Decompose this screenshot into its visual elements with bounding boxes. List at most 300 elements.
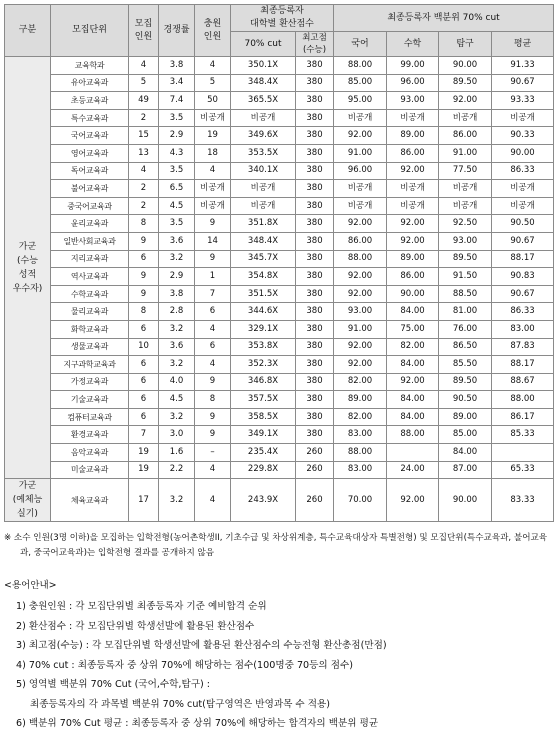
table-row <box>5 180 554 198</box>
average-cell: 90.50 <box>492 215 554 233</box>
competition-cell: 3.0 <box>159 426 195 444</box>
filled-cell: 9 <box>195 373 231 391</box>
competition-cell: 4.5 <box>159 197 195 215</box>
math-cell: 89.00 <box>387 127 439 145</box>
unit-cell: 특수교육과 <box>51 109 129 127</box>
explore-cell: 86.50 <box>439 338 492 356</box>
cut70-cell: 349.1X <box>231 426 296 444</box>
unit-cell: 역사교육과 <box>51 268 129 286</box>
unit-cell: 중국어교육과 <box>51 197 129 215</box>
quota-cell: 6 <box>129 320 159 338</box>
math-cell: 84.00 <box>387 391 439 409</box>
korean-cell: 92.00 <box>334 215 387 233</box>
unit-cell: 체육교육과 <box>51 479 129 522</box>
table-row <box>5 461 554 479</box>
cut70-cell: 353.8X <box>231 338 296 356</box>
quota-cell: 6 <box>129 356 159 374</box>
competition-cell: 7.4 <box>159 92 195 110</box>
quota-cell: 8 <box>129 303 159 321</box>
admissions-result-document <box>4 4 553 734</box>
average-cell: 비공개 <box>492 109 554 127</box>
math-cell <box>387 444 439 462</box>
korean-cell: 비공개 <box>334 180 387 198</box>
guide-title: <용어안내> <box>4 580 57 592</box>
guide-item <box>16 656 553 676</box>
quota-cell: 2 <box>129 197 159 215</box>
cut70-cell: 350.1X <box>231 57 296 75</box>
cut70-cell: 351.5X <box>231 285 296 303</box>
average-cell: 88.17 <box>492 356 554 374</box>
filled-cell: 18 <box>195 144 231 162</box>
quota-cell: 8 <box>129 215 159 233</box>
explore-cell: 84.00 <box>439 444 492 462</box>
average-cell: 88.67 <box>492 373 554 391</box>
korean-cell: 83.00 <box>334 426 387 444</box>
filled-cell: 19 <box>195 127 231 145</box>
math-cell: 92.00 <box>387 479 439 522</box>
table-row <box>5 57 554 75</box>
math-cell: 96.00 <box>387 74 439 92</box>
guide-item-text: 5) 영역별 백분위 70% Cut (국어,수학,탐구) : <box>16 679 211 691</box>
max-score-cell: 380 <box>296 57 334 75</box>
filled-cell: 50 <box>195 92 231 110</box>
competition-cell: 3.8 <box>159 57 195 75</box>
table-row <box>5 162 554 180</box>
quota-cell: 2 <box>129 180 159 198</box>
explore-cell: 92.00 <box>439 92 492 110</box>
max-score-cell: 380 <box>296 197 334 215</box>
korean-cell: 88.00 <box>334 57 387 75</box>
average-cell: 90.67 <box>492 285 554 303</box>
explore-cell: 89.00 <box>439 408 492 426</box>
max-score-cell: 380 <box>296 109 334 127</box>
max-score-cell: 380 <box>296 162 334 180</box>
explore-cell: 비공개 <box>439 197 492 215</box>
competition-cell: 3.5 <box>159 215 195 233</box>
korean-cell: 83.00 <box>334 461 387 479</box>
filled-cell: 6 <box>195 303 231 321</box>
unit-cell: 초등교육과 <box>51 92 129 110</box>
math-cell: 90.00 <box>387 285 439 303</box>
explore-cell: 77.50 <box>439 162 492 180</box>
explore-cell: 비공개 <box>439 180 492 198</box>
explore-cell: 87.00 <box>439 461 492 479</box>
cut70-cell: 346.8X <box>231 373 296 391</box>
unit-cell: 독어교육과 <box>51 162 129 180</box>
cut70-cell: 비공개 <box>231 180 296 198</box>
korean-cell: 70.00 <box>334 479 387 522</box>
table-row <box>5 268 554 286</box>
cut70-cell: 352.3X <box>231 356 296 374</box>
header-category: 구분 <box>5 5 51 57</box>
average-cell: 83.00 <box>492 320 554 338</box>
group-label: 가군 (수능 성적 우수자) <box>5 57 51 479</box>
unit-cell: 불어교육과 <box>51 180 129 198</box>
filled-cell: – <box>195 444 231 462</box>
korean-cell: 88.00 <box>334 250 387 268</box>
competition-cell: 2.8 <box>159 303 195 321</box>
unit-cell: 지리교육과 <box>51 250 129 268</box>
average-cell: 90.00 <box>492 144 554 162</box>
average-cell: 86.33 <box>492 162 554 180</box>
max-score-cell: 380 <box>296 408 334 426</box>
explore-cell: 92.50 <box>439 215 492 233</box>
korean-cell: 93.00 <box>334 303 387 321</box>
competition-cell: 3.5 <box>159 109 195 127</box>
competition-cell: 3.2 <box>159 250 195 268</box>
quota-cell: 2 <box>129 109 159 127</box>
math-cell: 92.00 <box>387 215 439 233</box>
quota-cell: 19 <box>129 461 159 479</box>
unit-cell: 음악교육과 <box>51 444 129 462</box>
filled-cell: 5 <box>195 74 231 92</box>
filled-cell: 14 <box>195 232 231 250</box>
header-korean: 국어 <box>334 32 387 57</box>
math-cell: 99.00 <box>387 57 439 75</box>
explore-cell: 76.00 <box>439 320 492 338</box>
competition-cell: 4.5 <box>159 391 195 409</box>
max-score-cell: 380 <box>296 127 334 145</box>
max-score-cell: 260 <box>296 479 334 522</box>
competition-cell: 3.5 <box>159 162 195 180</box>
explore-cell: 86.00 <box>439 127 492 145</box>
average-cell: 85.33 <box>492 426 554 444</box>
guide-item <box>16 617 553 637</box>
max-score-cell: 380 <box>296 74 334 92</box>
table-row <box>5 356 554 374</box>
competition-cell: 3.8 <box>159 285 195 303</box>
korean-cell: 92.00 <box>334 285 387 303</box>
explore-cell: 89.50 <box>439 74 492 92</box>
average-cell: 90.67 <box>492 74 554 92</box>
explore-cell: 90.50 <box>439 391 492 409</box>
math-cell: 84.00 <box>387 303 439 321</box>
guide-item <box>16 675 553 714</box>
table-row <box>5 215 554 233</box>
quota-cell: 6 <box>129 391 159 409</box>
explore-cell: 93.00 <box>439 232 492 250</box>
cut70-cell: 358.5X <box>231 408 296 426</box>
math-cell: 75.00 <box>387 320 439 338</box>
max-score-cell: 380 <box>296 338 334 356</box>
competition-cell: 3.6 <box>159 338 195 356</box>
average-cell: 91.33 <box>492 57 554 75</box>
cut70-cell: 348.4X <box>231 74 296 92</box>
quota-cell: 9 <box>129 285 159 303</box>
explore-cell: 91.00 <box>439 144 492 162</box>
math-cell: 92.00 <box>387 373 439 391</box>
filled-cell: 7 <box>195 285 231 303</box>
table-row <box>5 391 554 409</box>
max-score-cell: 380 <box>296 391 334 409</box>
competition-cell: 3.4 <box>159 74 195 92</box>
average-cell: 90.67 <box>492 232 554 250</box>
math-cell: 93.00 <box>387 92 439 110</box>
math-cell: 88.00 <box>387 426 439 444</box>
header-max-score: 최고점 (수능) <box>296 32 334 57</box>
max-score-cell: 380 <box>296 320 334 338</box>
korean-cell: 92.00 <box>334 338 387 356</box>
header-final-percentile: 최종등록자 백분위 70% cut <box>334 5 554 32</box>
quota-cell: 5 <box>129 74 159 92</box>
explore-cell: 81.00 <box>439 303 492 321</box>
table-row <box>5 320 554 338</box>
guide-list <box>4 597 553 734</box>
korean-cell: 92.00 <box>334 356 387 374</box>
quota-cell: 13 <box>129 144 159 162</box>
cut70-cell: 344.6X <box>231 303 296 321</box>
unit-cell: 컴퓨터교육과 <box>51 408 129 426</box>
filled-cell: 4 <box>195 356 231 374</box>
unit-cell: 생물교육과 <box>51 338 129 356</box>
explore-cell: 85.50 <box>439 356 492 374</box>
filled-cell: 비공개 <box>195 109 231 127</box>
guide-item-text: 1) 충원인원 : 각 모집단위별 최종등록자 기준 예비합격 순위 <box>16 601 267 613</box>
max-score-cell: 380 <box>296 144 334 162</box>
table-row <box>5 197 554 215</box>
explore-cell: 88.50 <box>439 285 492 303</box>
explore-cell: 91.50 <box>439 268 492 286</box>
cut70-cell: 340.1X <box>231 162 296 180</box>
filled-cell: 4 <box>195 479 231 522</box>
header-filled: 충원 인원 <box>195 5 231 57</box>
max-score-cell: 380 <box>296 215 334 233</box>
filled-cell: 비공개 <box>195 180 231 198</box>
unit-cell: 수학교육과 <box>51 285 129 303</box>
unit-cell: 유아교육과 <box>51 74 129 92</box>
cut70-cell: 229.8X <box>231 461 296 479</box>
competition-cell: 2.2 <box>159 461 195 479</box>
competition-cell: 4.3 <box>159 144 195 162</box>
table-row <box>5 250 554 268</box>
math-cell: 84.00 <box>387 408 439 426</box>
math-cell: 24.00 <box>387 461 439 479</box>
cut70-cell: 357.5X <box>231 391 296 409</box>
header-final-converted: 최종등록자 대학별 환산점수 <box>231 5 334 32</box>
competition-cell: 3.6 <box>159 232 195 250</box>
unit-cell: 미술교육과 <box>51 461 129 479</box>
table-row <box>5 144 554 162</box>
quota-cell: 15 <box>129 127 159 145</box>
unit-cell: 물리교육과 <box>51 303 129 321</box>
quota-cell: 6 <box>129 408 159 426</box>
korean-cell: 비공개 <box>334 109 387 127</box>
max-score-cell: 380 <box>296 373 334 391</box>
filled-cell: 8 <box>195 391 231 409</box>
korean-cell: 92.00 <box>334 268 387 286</box>
math-cell: 비공개 <box>387 197 439 215</box>
unit-cell: 국어교육과 <box>51 127 129 145</box>
quota-cell: 9 <box>129 268 159 286</box>
korean-cell: 86.00 <box>334 232 387 250</box>
korean-cell: 비공개 <box>334 197 387 215</box>
max-score-cell: 380 <box>296 356 334 374</box>
quota-cell: 4 <box>129 57 159 75</box>
header-explore: 탐구 <box>439 32 492 57</box>
average-cell: 88.17 <box>492 250 554 268</box>
explore-cell: 89.50 <box>439 373 492 391</box>
unit-cell: 기술교육과 <box>51 391 129 409</box>
max-score-cell: 380 <box>296 285 334 303</box>
quota-cell: 7 <box>129 426 159 444</box>
korean-cell: 88.00 <box>334 444 387 462</box>
max-score-cell: 260 <box>296 444 334 462</box>
cut70-cell: 비공개 <box>231 197 296 215</box>
filled-cell: 9 <box>195 250 231 268</box>
average-cell: 87.83 <box>492 338 554 356</box>
korean-cell: 96.00 <box>334 162 387 180</box>
guide-item <box>16 714 553 734</box>
table-row <box>5 479 554 522</box>
competition-cell: 6.5 <box>159 180 195 198</box>
quota-cell: 4 <box>129 162 159 180</box>
table-row <box>5 303 554 321</box>
korean-cell: 82.00 <box>334 373 387 391</box>
guide-item-continuation: 최종등록자의 각 과목별 백분위 70% cut(탐구영역은 반영과목 수 적용) <box>30 698 331 710</box>
cut70-cell: 비공개 <box>231 109 296 127</box>
competition-cell: 4.0 <box>159 373 195 391</box>
filled-cell: 4 <box>195 461 231 479</box>
explore-cell: 90.00 <box>439 479 492 522</box>
quota-cell: 49 <box>129 92 159 110</box>
max-score-cell: 380 <box>296 426 334 444</box>
competition-cell: 3.2 <box>159 479 195 522</box>
filled-cell: 9 <box>195 426 231 444</box>
competition-cell: 1.6 <box>159 444 195 462</box>
explore-cell: 89.50 <box>439 250 492 268</box>
filled-cell: 9 <box>195 215 231 233</box>
table-row <box>5 373 554 391</box>
guide-item-text: 4) 70% cut : 최종등록자 중 상위 70%에 해당하는 점수(100명중 70등의 점수) <box>16 659 354 671</box>
math-cell: 82.00 <box>387 338 439 356</box>
competition-cell: 3.2 <box>159 408 195 426</box>
group-label: 가군 (예체능 실기) <box>5 479 51 522</box>
competition-cell: 3.2 <box>159 320 195 338</box>
explore-cell: 비공개 <box>439 109 492 127</box>
header-cut70: 70% cut <box>231 32 296 57</box>
cut70-cell: 243.9X <box>231 479 296 522</box>
filled-cell: 1 <box>195 268 231 286</box>
table-row <box>5 426 554 444</box>
math-cell: 89.00 <box>387 250 439 268</box>
competition-cell: 2.9 <box>159 127 195 145</box>
table-body <box>5 57 554 522</box>
filled-cell: 4 <box>195 162 231 180</box>
average-cell: 비공개 <box>492 197 554 215</box>
unit-cell: 영어교육과 <box>51 144 129 162</box>
korean-cell: 91.00 <box>334 320 387 338</box>
unit-cell: 가정교육과 <box>51 373 129 391</box>
filled-cell: 비공개 <box>195 197 231 215</box>
table-row <box>5 285 554 303</box>
quota-cell: 6 <box>129 250 159 268</box>
cut70-cell: 351.8X <box>231 215 296 233</box>
quota-cell: 9 <box>129 232 159 250</box>
footnote: ※ 소수 인원(3명 이하)을 모집하는 입학전형(농어촌학생II, 기초수급 및 차상위계층, 특수교육대상자 특별전형) 및 모집단위(특수교육과, 불어교육과, 중국어교육과)는 입학전형 결과를 공개하지 않음 <box>4 533 548 559</box>
explore-cell: 90.00 <box>439 57 492 75</box>
average-cell: 90.33 <box>492 127 554 145</box>
table-row <box>5 127 554 145</box>
average-cell: 93.33 <box>492 92 554 110</box>
korean-cell: 92.00 <box>334 127 387 145</box>
max-score-cell: 380 <box>296 232 334 250</box>
math-cell: 84.00 <box>387 356 439 374</box>
math-cell: 92.00 <box>387 162 439 180</box>
max-score-cell: 380 <box>296 303 334 321</box>
cut70-cell: 348.4X <box>231 232 296 250</box>
table-row <box>5 232 554 250</box>
cut70-cell: 235.4X <box>231 444 296 462</box>
max-score-cell: 380 <box>296 92 334 110</box>
unit-cell: 윤리교육과 <box>51 215 129 233</box>
guide-item <box>16 597 553 617</box>
quota-cell: 17 <box>129 479 159 522</box>
unit-cell: 화학교육과 <box>51 320 129 338</box>
explore-cell: 85.00 <box>439 426 492 444</box>
korean-cell: 89.00 <box>334 391 387 409</box>
math-cell: 비공개 <box>387 109 439 127</box>
average-cell: 88.00 <box>492 391 554 409</box>
average-cell: 비공개 <box>492 180 554 198</box>
filled-cell: 9 <box>195 408 231 426</box>
korean-cell: 95.00 <box>334 92 387 110</box>
math-cell: 86.00 <box>387 144 439 162</box>
unit-cell: 환경교육과 <box>51 426 129 444</box>
cut70-cell: 345.7X <box>231 250 296 268</box>
max-score-cell: 380 <box>296 250 334 268</box>
korean-cell: 85.00 <box>334 74 387 92</box>
cut70-cell: 354.8X <box>231 268 296 286</box>
guide-item-text: 3) 최고점(수능) : 각 모집단위별 학생선발에 활용된 환산점수의 수능전형 환산총점(만점) <box>16 640 387 652</box>
unit-cell: 일반사회교육과 <box>51 232 129 250</box>
filled-cell: 4 <box>195 320 231 338</box>
guide-item <box>16 636 553 656</box>
math-cell: 92.00 <box>387 232 439 250</box>
quota-cell: 10 <box>129 338 159 356</box>
filled-cell: 4 <box>195 57 231 75</box>
average-cell: 90.83 <box>492 268 554 286</box>
competition-cell: 3.2 <box>159 356 195 374</box>
table-row <box>5 74 554 92</box>
header-average: 평균 <box>492 32 554 57</box>
table-row <box>5 338 554 356</box>
cut70-cell: 349.6X <box>231 127 296 145</box>
cut70-cell: 365.5X <box>231 92 296 110</box>
table-row <box>5 444 554 462</box>
average-cell: 86.33 <box>492 303 554 321</box>
quota-cell: 19 <box>129 444 159 462</box>
table-row <box>5 408 554 426</box>
unit-cell: 교육학과 <box>51 57 129 75</box>
filled-cell: 6 <box>195 338 231 356</box>
header-quota: 모집 인원 <box>129 5 159 57</box>
guide-item-text: 2) 환산점수 : 각 모집단위별 학생선발에 활용된 환산점수 <box>16 620 255 632</box>
admissions-table <box>4 4 554 522</box>
korean-cell: 82.00 <box>334 408 387 426</box>
average-cell <box>492 444 554 462</box>
table-row <box>5 109 554 127</box>
average-cell: 83.33 <box>492 479 554 522</box>
header-math: 수학 <box>387 32 439 57</box>
cut70-cell: 329.1X <box>231 320 296 338</box>
max-score-cell: 380 <box>296 180 334 198</box>
korean-cell: 91.00 <box>334 144 387 162</box>
quota-cell: 6 <box>129 373 159 391</box>
header-competition: 경쟁률 <box>159 5 195 57</box>
math-cell: 86.00 <box>387 268 439 286</box>
table-row <box>5 92 554 110</box>
cut70-cell: 353.5X <box>231 144 296 162</box>
